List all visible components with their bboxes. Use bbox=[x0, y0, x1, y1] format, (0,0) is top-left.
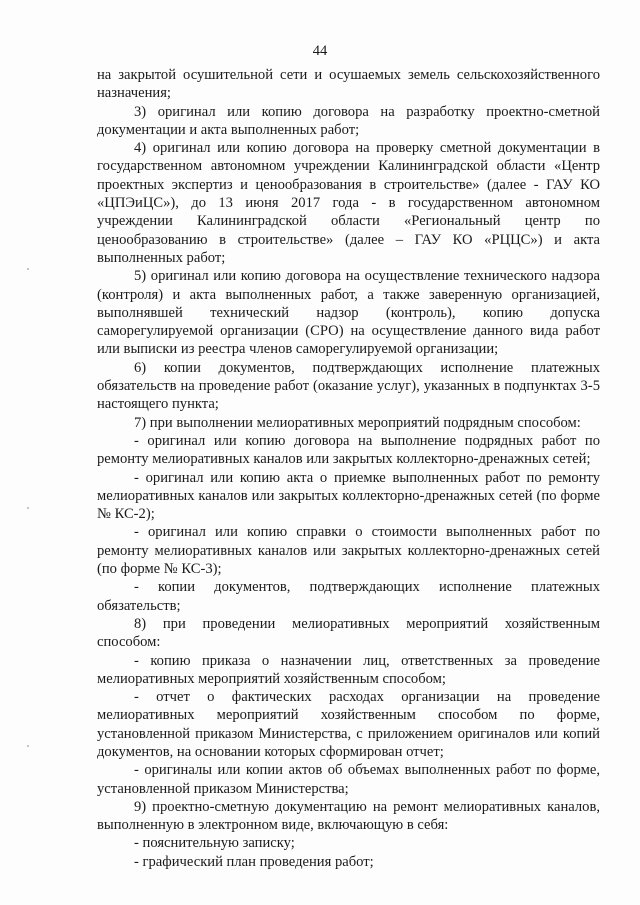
paragraph-bullet: - оригинал или копию акта о приемке выполненных работ по ремонту мелиоративных каналов или закрытых коллекторно-дренажных сетей (по форме № КС-2); bbox=[97, 469, 600, 523]
paragraph-bullet: - отчет о фактических расходах организации на проведение мелиоративных мероприятий хозяйственным способом по форме, установленной приказом Министерства, с приложением оригиналов или копий документов, на основании которых сформирован отчет; bbox=[97, 689, 600, 760]
page-number: 44 bbox=[312, 43, 328, 59]
paragraph-bullet: - оригинал или копию справки о стоимости выполненных работ по ремонту мелиоративных каналов или закрытых коллекторно-дренажных сетей (по форме № КС-3); bbox=[97, 524, 600, 578]
paragraph-bullet: - пояснительную записку; bbox=[134, 835, 295, 852]
document-body bbox=[97, 66, 600, 871]
paragraph-bullet: - оригинал или копию договора на выполнение подрядных работ по ремонту мелиоративных каналов или закрытых коллекторно-дренажных сетей; bbox=[97, 432, 600, 468]
paragraph-item-6: 6) копии документов, подтверждающих исполнение платежных обязательств на проведение работ (оказание услуг), указанных в подпунктах 3-5 настоящего пункта; bbox=[97, 359, 600, 413]
paragraph-item-4: 4) оригинал или копию договора на проверку сметной документации в государственном автономном учреждении Калининградской области «Центр проектных экспертиз и ценообразования в строительстве» (далее - ГАУ КО «ЦПЭиЦС»), до 13 июня 2017 года - в государственном автономном учреждении Калининградской области «Региональный центр по ценообразованию в строительстве» (далее – ГАУ КО «РЦЦС») и акта выполненных работ; bbox=[97, 140, 600, 266]
paragraph-continuation: на закрытой осушительной сети и осушаемых земель сельскохозяйственного назначения; bbox=[97, 67, 600, 102]
paragraph-item-9: 9) проектно-сметную документацию на ремонт мелиоративных каналов, выполненную в электронном виде, включающую в себя: bbox=[97, 798, 600, 834]
paragraph-bullet: - графический план проведения работ; bbox=[134, 853, 374, 870]
scan-mark bbox=[27, 268, 29, 270]
paragraph-item-3: 3) оригинал или копию договора на разработку проектно-сметной документации и акта выполненных работ; bbox=[97, 103, 600, 138]
paragraph-item-7: 7) при выполнении мелиоративных мероприятий подрядным способом: bbox=[134, 414, 581, 431]
scan-mark bbox=[27, 507, 29, 509]
paragraph-bullet: - копии документов, подтверждающих исполнение платежных обязательств; bbox=[97, 579, 600, 614]
paragraph-bullet: - копию приказа о назначении лиц, ответственных за проведение мелиоративных мероприятий хозяйственным способом; bbox=[97, 652, 600, 687]
paragraph-item-5: 5) оригинал или копию договора на осуществление технического надзора (контроля) и акта выполненных работ, а также заверенную организацией, выполнявшей технический надзор (контроль), копию допуска саморегулируемой организации (СРО) на осуществление данного вида работ или выписки из реестра членов саморегулируемой организации; bbox=[97, 268, 600, 358]
paragraph-bullet: - оригиналы или копии актов об объемах выполненных работ по форме, установленной приказом Министерства; bbox=[97, 762, 600, 797]
paragraph-item-8: 8) при проведении мелиоративных мероприятий хозяйственным способом: bbox=[97, 615, 600, 651]
scan-mark bbox=[27, 745, 29, 747]
